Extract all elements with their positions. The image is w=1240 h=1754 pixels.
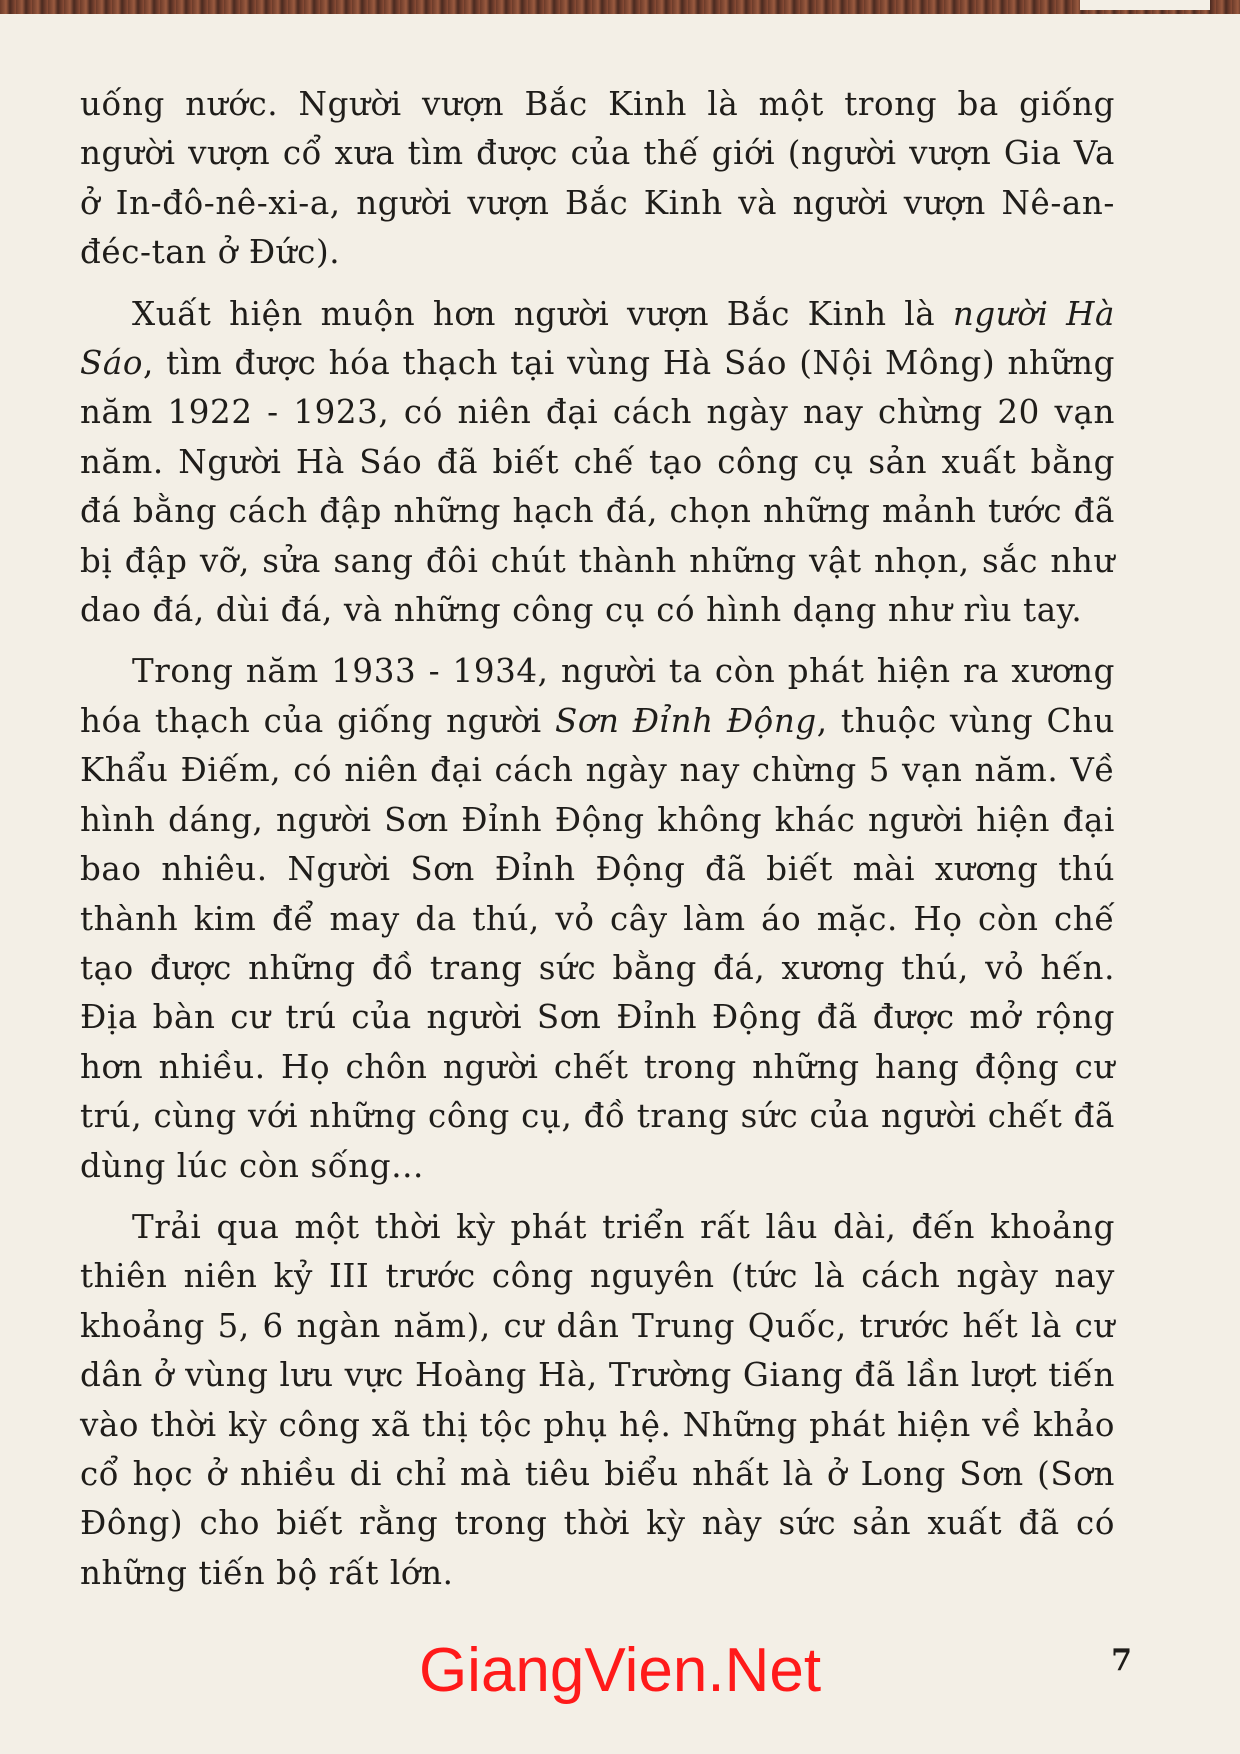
top-border-gap — [1080, 0, 1210, 10]
paragraph-1 — [80, 80, 1115, 278]
watermark-text: GiangVien.Net — [418, 1636, 822, 1705]
paragraph-3-text-a: Trong năm 1933 - 1934, người ta còn phát hiện ra xương hóa thạch của giống người — [80, 652, 1115, 740]
paragraph-3 — [80, 647, 1115, 1190]
paragraph-4-text: Trải qua một thời kỳ phát triển rất lâu dài, đến khoảng thiên niên kỷ III trước công nguyên (tức là cách ngày nay khoảng 5, 6 ngàn năm), cư dân Trung Quốc, trước hết là cư dân ở vùng lưu vực Hoàng Hà, Trường Giang đã lần lượt tiến vào thời kỳ công xã thị tộc phụ hệ. Những phát hiện về khảo cổ học ở nhiều di chỉ mà tiêu biểu nhất là ở Long Sơn (Sơn Đông) cho biết rằng trong thời kỳ này sức sản xuất đã có những tiến bộ rất lớn. — [80, 1207, 1115, 1592]
top-border-decoration — [0, 0, 1240, 14]
page-number: 7 — [1111, 1643, 1132, 1678]
paragraph-3-text-b: , thuộc vùng Chu Khẩu Điếm, có niên đại cách ngày nay chừng 5 vạn năm. Về hình dáng, người Sơn Đỉnh Động không khác người hiện đại bao nhiêu. Người Sơn Đỉnh Động đã biết mài xương thú thành kim để may da thú, vỏ cây làm áo mặc. Họ còn chế tạo được những đồ trang sức bằng đá, xương thú, vỏ hến. Địa bàn cư trú của người Sơn Đỉnh Động đã được mở rộng hơn nhiều. Họ chôn người chết trong những hang động cư trú, cùng với những công cụ, đồ trang sức của người chết đã dùng lúc còn sống... — [80, 701, 1116, 1185]
paragraph-4 — [80, 1203, 1115, 1598]
term-son-dinh-dong: Sơn Đỉnh Động — [554, 701, 817, 740]
paragraph-2 — [80, 290, 1115, 636]
paragraph-1-text: uống nước. Người vượn Bắc Kinh là một trong ba giống người vượn cổ xưa tìm được của thế giới (người vượn Gia Va ở In-đô-nê-xi-a, người vượn Bắc Kinh và người vượn Nê-an-đéc-tan ở Đức). — [80, 85, 1115, 272]
body-text — [80, 80, 1115, 1610]
paragraph-2-text-a: Xuất hiện muộn hơn người vượn Bắc Kinh là — [132, 294, 953, 333]
paragraph-2-text-b: , tìm được hóa thạch tại vùng Hà Sáo (Nội Mông) những năm 1922 - 1923, có niên đại cách ngày nay chừng 20 vạn năm. Người Hà Sáo đã biết chế tạo công cụ sản xuất bằng đá bằng cách đập những hạch đá, chọn những mảnh tước đã bị đập vỡ, sửa sang đôi chút thành những vật nhọn, sắc như dao đá, dùi đá, và những công cụ có hình dạng như rìu tay. — [80, 344, 1115, 630]
term-nguoi-ha-sao: người Hà Sáo — [80, 294, 1115, 383]
